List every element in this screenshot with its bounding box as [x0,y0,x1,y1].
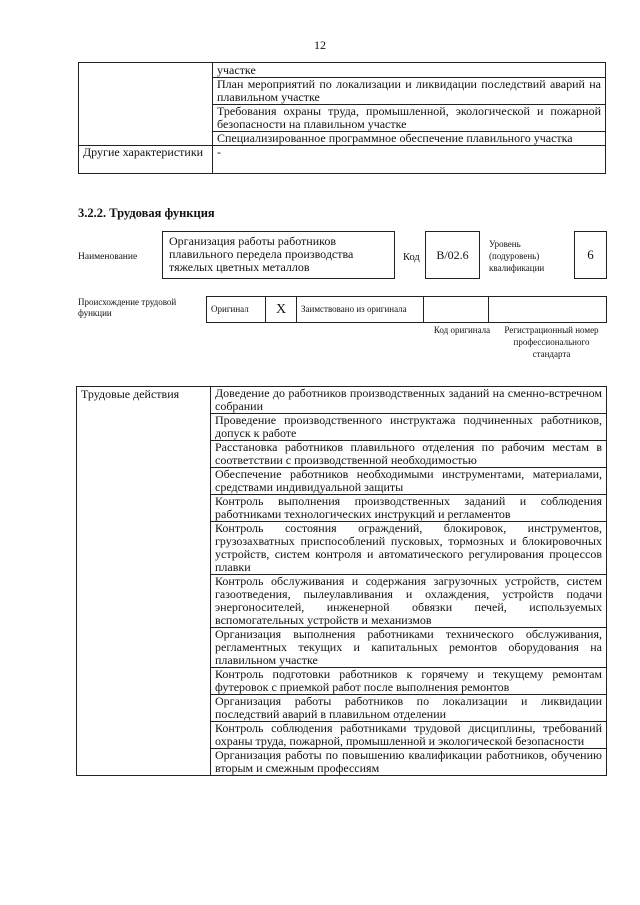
labor-action-item: Организация работы по повышению квалификации работников, обучению вторым и смежным профессиям [211,749,607,776]
labor-action-item: Организация работы работников по локализации и ликвидации последствий аварий в плавильном отделении [211,695,607,722]
labor-action-item: Расстановка работников плавильного отделения по рабочим местам в соответствии с производственной необходимостью [211,441,607,468]
labor-actions-label: Трудовые действия [77,387,211,776]
function-code: В/02.6 [425,231,480,279]
level-label: Уровень (подуровень) квалификации [489,239,545,273]
knowledge-item: План мероприятий по локализации и ликвидации последствий аварий на плавильном участке [213,78,606,105]
original-code-caption: Код оригинала [433,325,491,335]
labor-action-item: Обеспечение работников необходимыми инструментами, материалами, средствами индивидуальной защиты [211,468,607,495]
continuation-label-cell [79,63,213,146]
original-label: Оригинал [207,297,266,323]
page-number: 12 [314,38,326,52]
labor-action-item: Организация выполнения работниками технического обслуживания, регламентных текущих и капитальных ремонтов оборудования на плавильном участке [211,628,607,668]
original-code-cell [424,297,489,323]
knowledge-item: участке [213,63,606,78]
original-mark: Х [266,297,297,323]
knowledge-item: Специализированное программное обеспечение плавильного участка [213,132,606,146]
other-characteristics-value: - [213,146,606,174]
labor-action-item: Контроль подготовки работников к горячему и текущему ремонтам футеровок с приемкой работ после выполнения ремонтов [211,668,607,695]
borrowed-label: Заимствовано из оригинала [297,297,424,323]
knowledge-item: Требования охраны труда, промышленной, экологической и пожарной безопасности на плавильном участке [213,105,606,132]
origin-label: Происхождение трудовой функции [78,297,177,318]
name-label: Наименование [78,252,138,262]
section-title: 3.2.2. Трудовая функция [78,206,215,220]
registration-number-cell [489,297,607,323]
labor-action-item: Контроль выполнения производственных заданий и соблюдения работниками технологических инструкций и регламентов [211,495,607,522]
continuation-table [78,62,606,174]
labor-action-item: Контроль состояния ограждений, блокировок, инструментов, грузозахватных приспособлений пусковых, тормозных и блокировочных устройств, систем контроля и автоматического регулирования процессов плавки [211,522,607,575]
labor-action-item: Доведение до работников производственных заданий на сменно-встречном собрании [211,387,607,414]
code-label: Код [403,252,420,263]
other-characteristics-label: Другие характеристики [79,146,213,174]
labor-action-item: Контроль обслуживания и содержания загрузочных устройств, систем газоотведения, пылеулавливания и охлаждения, устройств подачи энергоносителей, инженерной обвязки печей, используемых вспомогательных устройств и механизмов [211,575,607,628]
labor-actions-table [76,386,607,776]
function-name: Организация работы работников плавильного передела производства тяжелых цветных металлов [162,231,395,279]
labor-action-item: Проведение производственного инструктажа подчиненных работников, допуск к работе [211,414,607,441]
registration-number-caption: Регистрационный номер профессионального стандарта [504,325,599,359]
qualification-level: 6 [574,231,607,279]
origin-table [206,296,607,323]
labor-action-item: Контроль соблюдения работниками трудовой дисциплины, требований охраны труда, пожарной, промышленной и экологической безопасности [211,722,607,749]
